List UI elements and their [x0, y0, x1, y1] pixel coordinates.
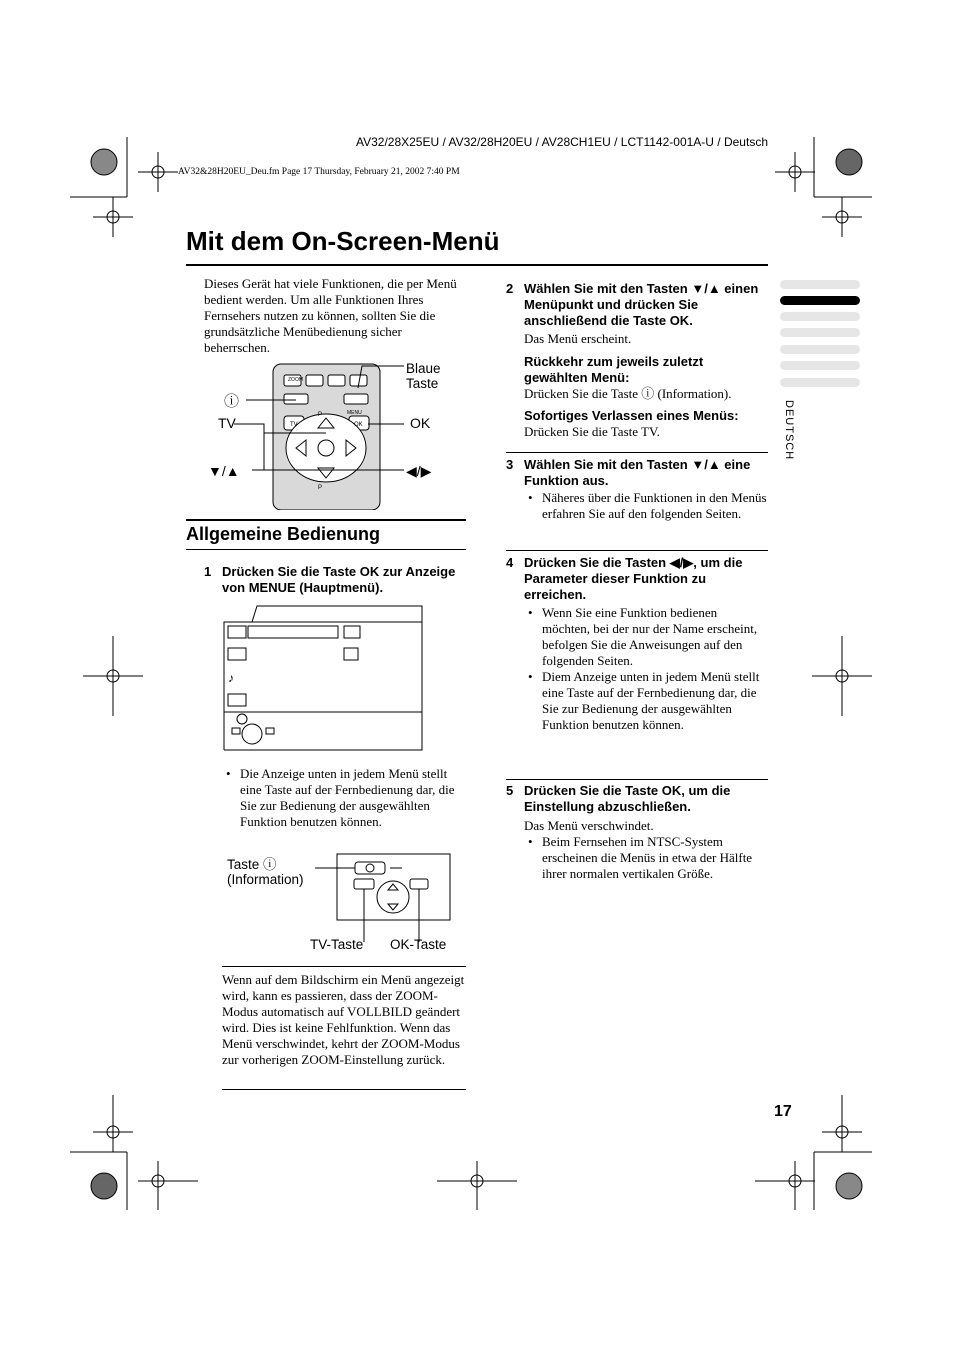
step-4-rule — [506, 779, 768, 780]
step-2-text: Wählen Sie mit den Tasten ▼/▲ einen Menüpunkt und drücken Sie anschließend die Taste OK. — [524, 281, 759, 328]
down-up-key-label: ▼/▲ — [208, 463, 240, 479]
step-5 — [506, 783, 768, 815]
language-tab — [780, 345, 860, 354]
language-tab — [780, 378, 860, 387]
step-3-text: Wählen Sie mit den Tasten ▼/▲ eine Funktion aus. — [524, 457, 751, 488]
step-4-text: Drücken Sie die Tasten ◀/▶, um die Parameter dieser Funktion zu erreichen. — [524, 555, 743, 602]
remote-illustration — [204, 358, 470, 510]
step-1 — [204, 564, 466, 596]
step-3-bullet-text: • Näheres über die Funktionen in den Menüs erfahren Sie auf den folgenden Seiten. — [542, 490, 768, 522]
music-icon: ♪ — [228, 671, 234, 685]
info-key-caption: Taste ⓘ (Information) — [227, 857, 304, 887]
step-3 — [506, 457, 768, 489]
step-3-rule — [506, 550, 768, 551]
remote-tv-text: TV — [290, 422, 298, 428]
note-rule-top — [222, 966, 466, 967]
step-4-number: 4 — [506, 555, 514, 570]
remote-p-bottom-text: P — [318, 485, 323, 491]
header-model-line: AV32/28X25EU / AV32/28H20EU / AV28CH1EU / LCT1142-001A-U / Deutsch — [355, 135, 768, 149]
blue-key-label: Blaue Taste — [406, 361, 441, 391]
step-5-number: 5 — [506, 783, 514, 798]
page-number: 17 — [774, 1103, 792, 1120]
step-2-rule — [506, 452, 768, 453]
step-5-text: Drücken Sie die Taste OK, um die Einstellung abzuschließen. — [524, 783, 731, 814]
step-4-bullet-2: • Diem Anzeige unten in jedem Menü stellt eine Taste auf der Fernbedienung dar, die Sie zur Bedienung der ausgewählten Funktion benutzen können. — [542, 669, 768, 733]
section-rule-bottom — [186, 549, 466, 550]
step-3-bullets — [524, 490, 768, 522]
ok-key-label: OK — [410, 415, 431, 431]
ok-key-caption: OK-Taste — [390, 937, 447, 952]
section-rule-top — [186, 519, 466, 521]
intro-paragraph: Dieses Gerät hat viele Funktionen, die per Menü bedient werden. Um alle Funktionen Ihres Fernsehers nutzen zu können, sollten Sie die grundsätzliche Menübedienung sicher beherrschen. — [204, 276, 457, 355]
language-tab-active — [780, 296, 860, 305]
file-info-line: AV32&28H20EU_Deu.fm Page 17 Thursday, February 21, 2002 7:40 PM — [178, 167, 460, 177]
step-2-sub1-heading: Rückkehr zum jeweils zuletzt gewählten Menü: — [524, 354, 704, 385]
language-tab — [780, 361, 860, 370]
remote-zoom-text: ZOOM — [288, 377, 303, 383]
step-2 — [506, 281, 768, 329]
remote-ok-text: OK — [354, 422, 363, 428]
language-tab — [780, 280, 860, 289]
step-5-body: Das Menü verschwindet. — [524, 818, 654, 833]
tv-key-label: TV — [218, 415, 236, 431]
remote-menu-text: MENU — [347, 410, 362, 416]
step-4-bullets — [524, 605, 768, 733]
remote-p-top-text: P — [318, 412, 323, 418]
step-1-number: 1 — [204, 564, 212, 579]
step-4-bullet-1: • Wenn Sie eine Funktion bedienen möchten, bei der nur der Name erscheint, befolgen Sie die Anweisungen auf den folgenden Seiten. — [542, 605, 768, 669]
step-3-number: 3 — [506, 457, 514, 472]
language-tab — [780, 328, 860, 337]
step-1-bullet — [222, 766, 466, 830]
info-key-label: ⓘ — [224, 393, 240, 410]
step-1-bullet-text: • Die Anzeige unten in jedem Menü stellt eine Taste auf der Fernbedienung dar, die Sie zur Bedienung der ausgewählten Funktion benutzen können. — [240, 766, 466, 830]
mini-key-diagram — [310, 852, 452, 942]
title-rule — [186, 264, 768, 266]
left-right-key-label: ◀/▶ — [406, 463, 432, 479]
step-1-text: Drücken Sie die Taste OK zur Anzeige von MENUE (Hauptmenü). — [222, 564, 456, 595]
step-2-sub2-body: Drücken Sie die Taste TV. — [524, 424, 660, 439]
step-5-bullet-text: • Beim Fernsehen im NTSC-System erscheinen die Menüs in etwa der Hälfte ihrer normalen vertikalen Größe. — [542, 834, 768, 882]
step-2-sub2-heading: Sofortiges Verlassen eines Menüs: — [524, 408, 739, 423]
step-4 — [506, 555, 768, 603]
menu-screen-illustration — [222, 604, 424, 752]
section-heading: Allgemeine Bedienung — [186, 524, 381, 544]
note-rule-bottom — [222, 1089, 466, 1090]
step-2-sub1-body: Drücken Sie die Taste ⓘ (Information). — [524, 386, 732, 401]
step-5-bullets — [524, 834, 768, 882]
note-paragraph: Wenn auf dem Bildschirm ein Menü angezeigt wird, kann es passieren, dass der ZOOM-Modus automatisch auf VOLLBILD geändert wird. Dies ist keine Fehlfunktion. Wenn das Menü verschwindet, kehrt der ZOOM-Modus zur vorherigen ZOOM-Einstellung zurück. — [222, 972, 465, 1067]
language-tab — [780, 312, 860, 321]
page-title: Mit dem On-Screen-Menü — [186, 226, 500, 256]
language-side-label: DEUTSCH — [783, 400, 795, 461]
step-2-body: Das Menü erscheint. — [524, 331, 632, 346]
step-2-number: 2 — [506, 281, 514, 296]
tv-key-caption: TV-Taste — [310, 937, 364, 952]
